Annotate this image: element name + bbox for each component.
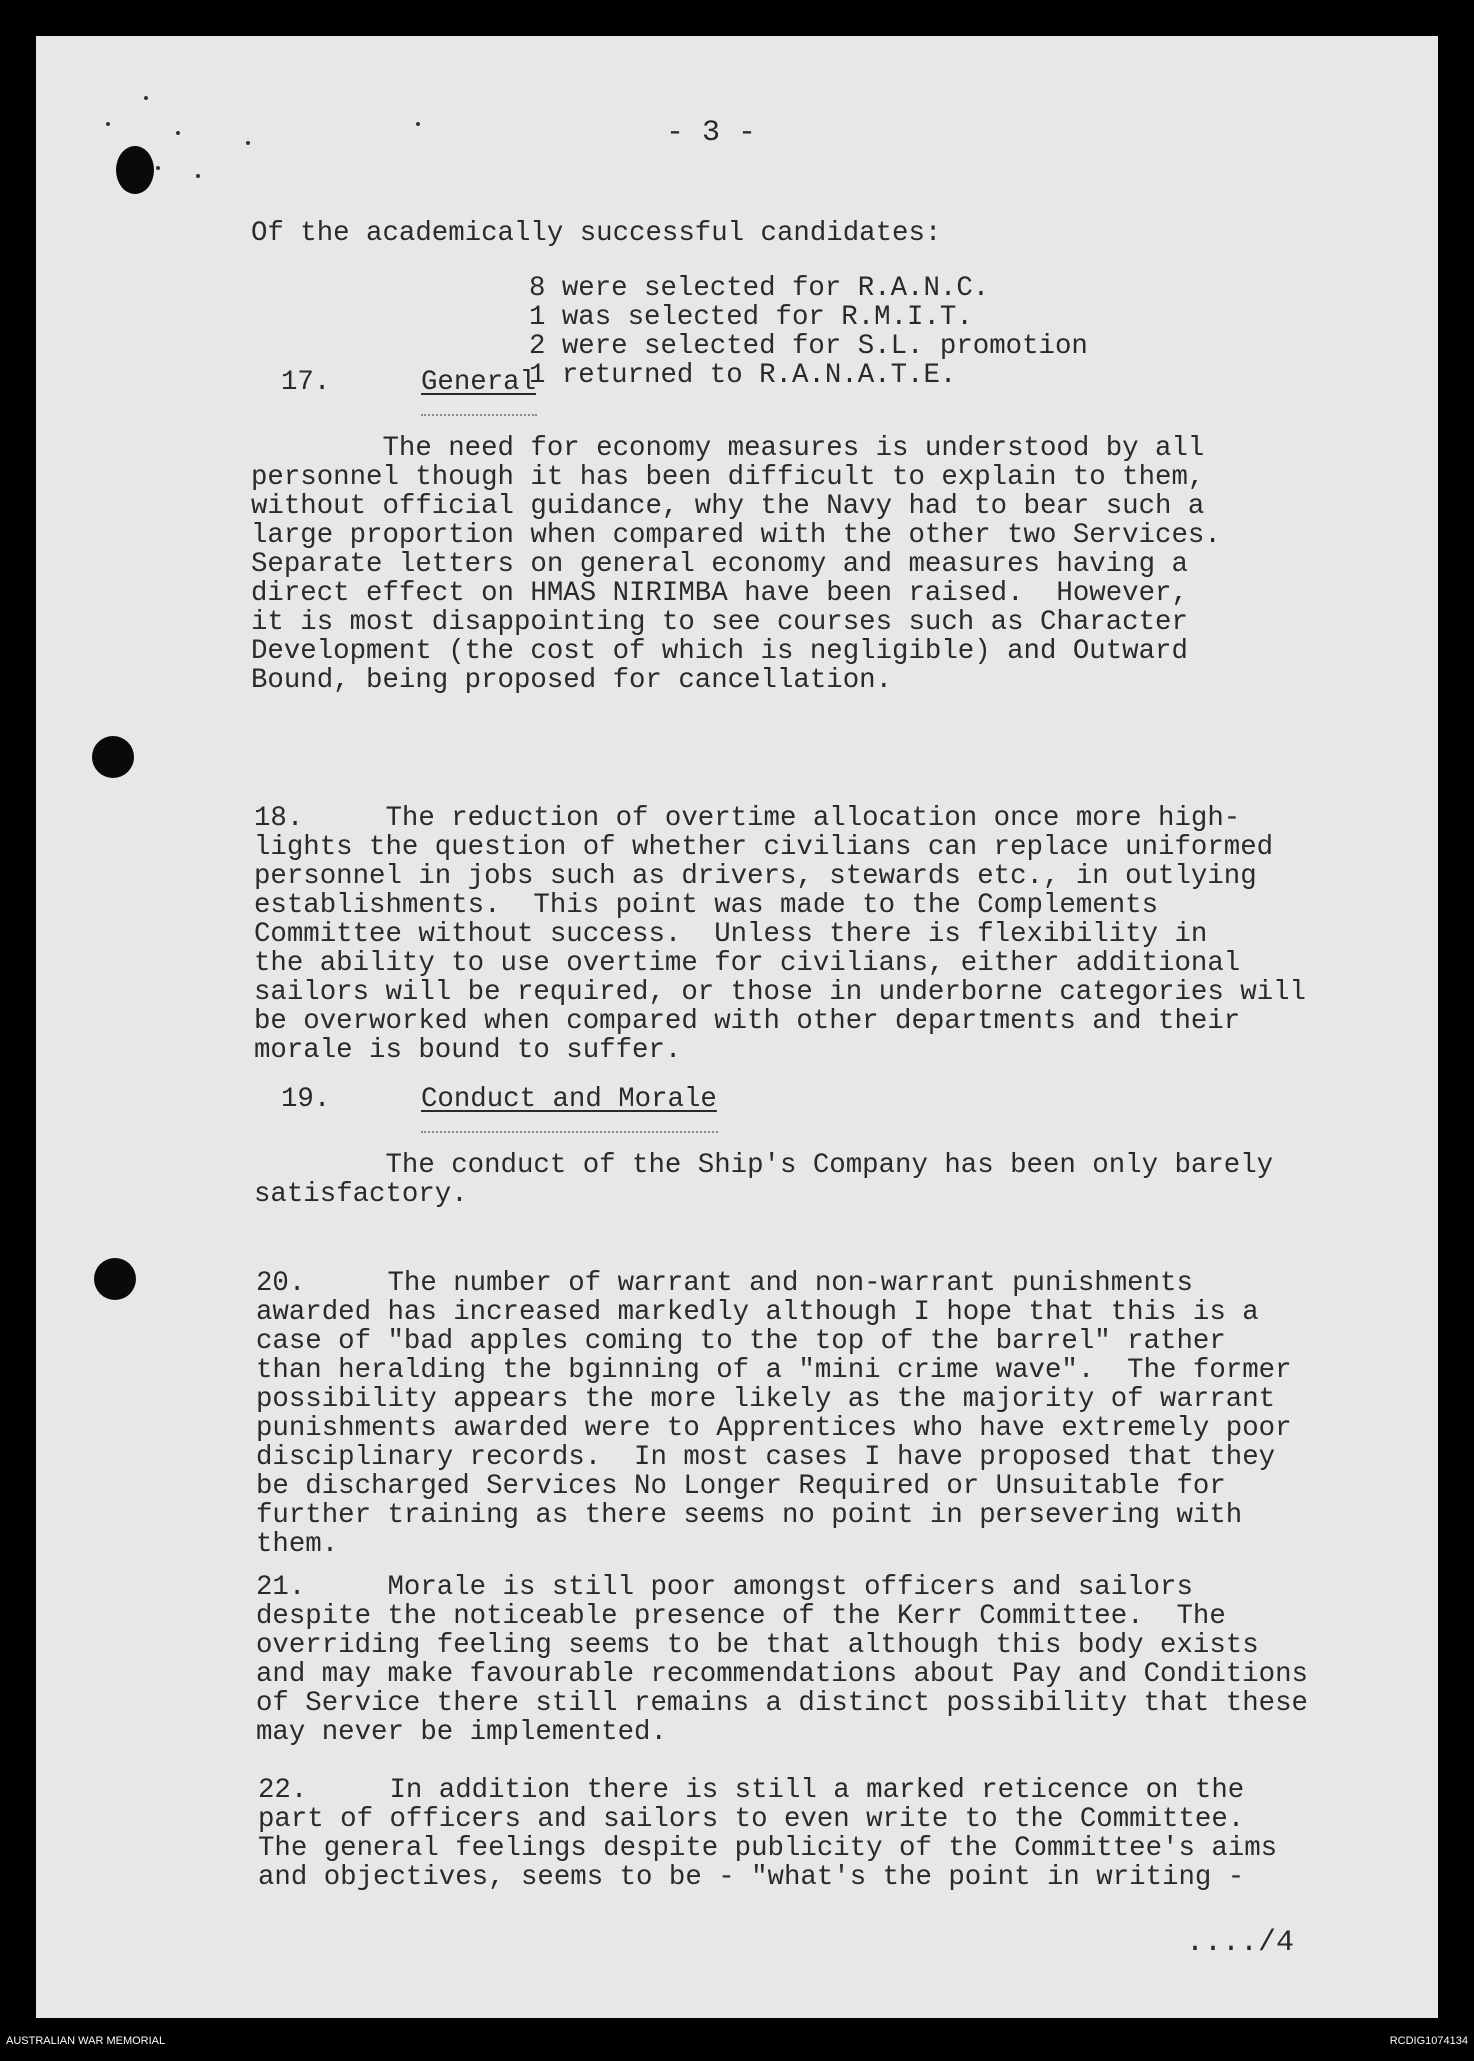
speck (144, 96, 148, 100)
paragraph-line: large proportion when compared with the other two Services. (251, 520, 1221, 551)
paragraph-line: lights the question of whether civilians can replace uniformed (254, 832, 1274, 863)
speck (416, 122, 420, 126)
paragraph-line: disciplinary records. In most cases I have proposed that they (256, 1442, 1276, 1473)
paragraph-line: establishments. This point was made to the Complements (254, 890, 1159, 921)
paragraph-line: and may make favourable recommendations about Pay and Conditions (256, 1659, 1308, 1690)
punch-hole-middle (92, 736, 134, 778)
section-heading: Conduct and Morale (421, 1084, 717, 1115)
heading-rule (421, 1131, 718, 1133)
paragraph-line: The need for economy measures is understood by all (251, 433, 1205, 464)
paragraph-line: despite the noticeable presence of the Kerr Committee. The (256, 1601, 1226, 1632)
paragraph-line: be discharged Services No Longer Required or Unsuitable for (256, 1471, 1226, 1502)
section-number: 17. (281, 367, 331, 398)
speck (176, 131, 180, 135)
paragraph-line: morale is bound to suffer. (254, 1035, 682, 1066)
footer-id: RCDIG1074134 (1389, 2035, 1468, 2047)
paragraph-line: 21. Morale is still poor amongst officers and sailors (256, 1572, 1193, 1603)
paragraph-line: of Service there still remains a distinct possibility that these (256, 1688, 1308, 1719)
section-number: 19. (281, 1084, 331, 1115)
heading-rule (421, 414, 537, 416)
speck (106, 122, 110, 126)
page-number: - 3 - (666, 116, 757, 150)
paragraph-line: Bound, being proposed for cancellation. (251, 665, 893, 696)
paragraph-line: part of officers and sailors to even write to the Committee. (258, 1804, 1245, 1835)
document-page (36, 36, 1438, 2018)
selection-item: 1 returned to R.A.N.A.T.E. (529, 360, 957, 391)
paragraph-line: Committee without success. Unless there is flexibility in (254, 919, 1208, 950)
paragraph-line: satisfactory. (254, 1179, 468, 1210)
paragraph-line: 18. The reduction of overtime allocation once more high- (254, 803, 1241, 834)
paragraph-line: sailors will be required, or those in underborne categories will (254, 977, 1306, 1008)
paragraph-line: 22. In addition there is still a marked reticence on the (258, 1775, 1245, 1806)
paragraph-line: personnel though it has been difficult to explain to them, (251, 462, 1205, 493)
continuation-marker: ..../4 (1186, 1926, 1295, 1960)
selection-item: 8 were selected for R.A.N.C. (529, 273, 990, 304)
paragraph-line: The conduct of the Ship's Company has been only barely (254, 1150, 1274, 1181)
paragraph-line: Separate letters on general economy and measures having a (251, 549, 1188, 580)
paragraph-line: be overworked when compared with other departments and their (254, 1006, 1241, 1037)
speck (246, 141, 250, 145)
footer-source: AUSTRALIAN WAR MEMORIAL (6, 2035, 166, 2047)
paragraph-line: overriding feeling seems to be that although this body exists (256, 1630, 1259, 1661)
punch-hole-top (116, 146, 154, 194)
punch-hole-lower (94, 1258, 136, 1300)
paragraph-line: further training as there seems no point in persevering with (256, 1500, 1243, 1531)
paragraph-line: possibility appears the more likely as the majority of warrant (256, 1384, 1276, 1415)
paragraph-line: personnel in jobs such as drivers, stewards etc., in outlying (254, 861, 1257, 892)
selection-item: 1 was selected for R.M.I.T. (529, 302, 973, 333)
paragraph-line: Development (the cost of which is negligible) and Outward (251, 636, 1188, 667)
paragraph-line: direct effect on HMAS NIRIMBA have been raised. However, (251, 578, 1188, 609)
paragraph-line: case of "bad apples coming to the top of the barrel" rather (256, 1326, 1226, 1357)
paragraph-line: may never be implemented. (256, 1717, 667, 1748)
paragraph-line: and objectives, seems to be - "what's the point in writing - (258, 1862, 1245, 1893)
paragraph-line: The general feelings despite publicity of the Committee's aims (258, 1833, 1278, 1864)
selection-item: 2 were selected for S.L. promotion (529, 331, 1088, 362)
paragraph-line: than heralding the bginning of a "mini crime wave". The former (256, 1355, 1292, 1386)
speck (156, 166, 160, 170)
speck (196, 174, 200, 178)
paragraph-line: the ability to use overtime for civilians, either additional (254, 948, 1241, 979)
intro-line: Of the academically successful candidates: (251, 218, 942, 249)
paragraph-line: them. (256, 1529, 339, 1560)
paragraph-line: 20. The number of warrant and non-warrant punishments (256, 1268, 1193, 1299)
section-heading: General (421, 367, 537, 398)
paragraph-line: without official guidance, why the Navy had to bear such a (251, 491, 1205, 522)
paragraph-line: punishments awarded were to Apprentices who have extremely poor (256, 1413, 1292, 1444)
paragraph-line: awarded has increased markedly although I hope that this is a (256, 1297, 1259, 1328)
paragraph-line: it is most disappointing to see courses such as Character (251, 607, 1188, 638)
